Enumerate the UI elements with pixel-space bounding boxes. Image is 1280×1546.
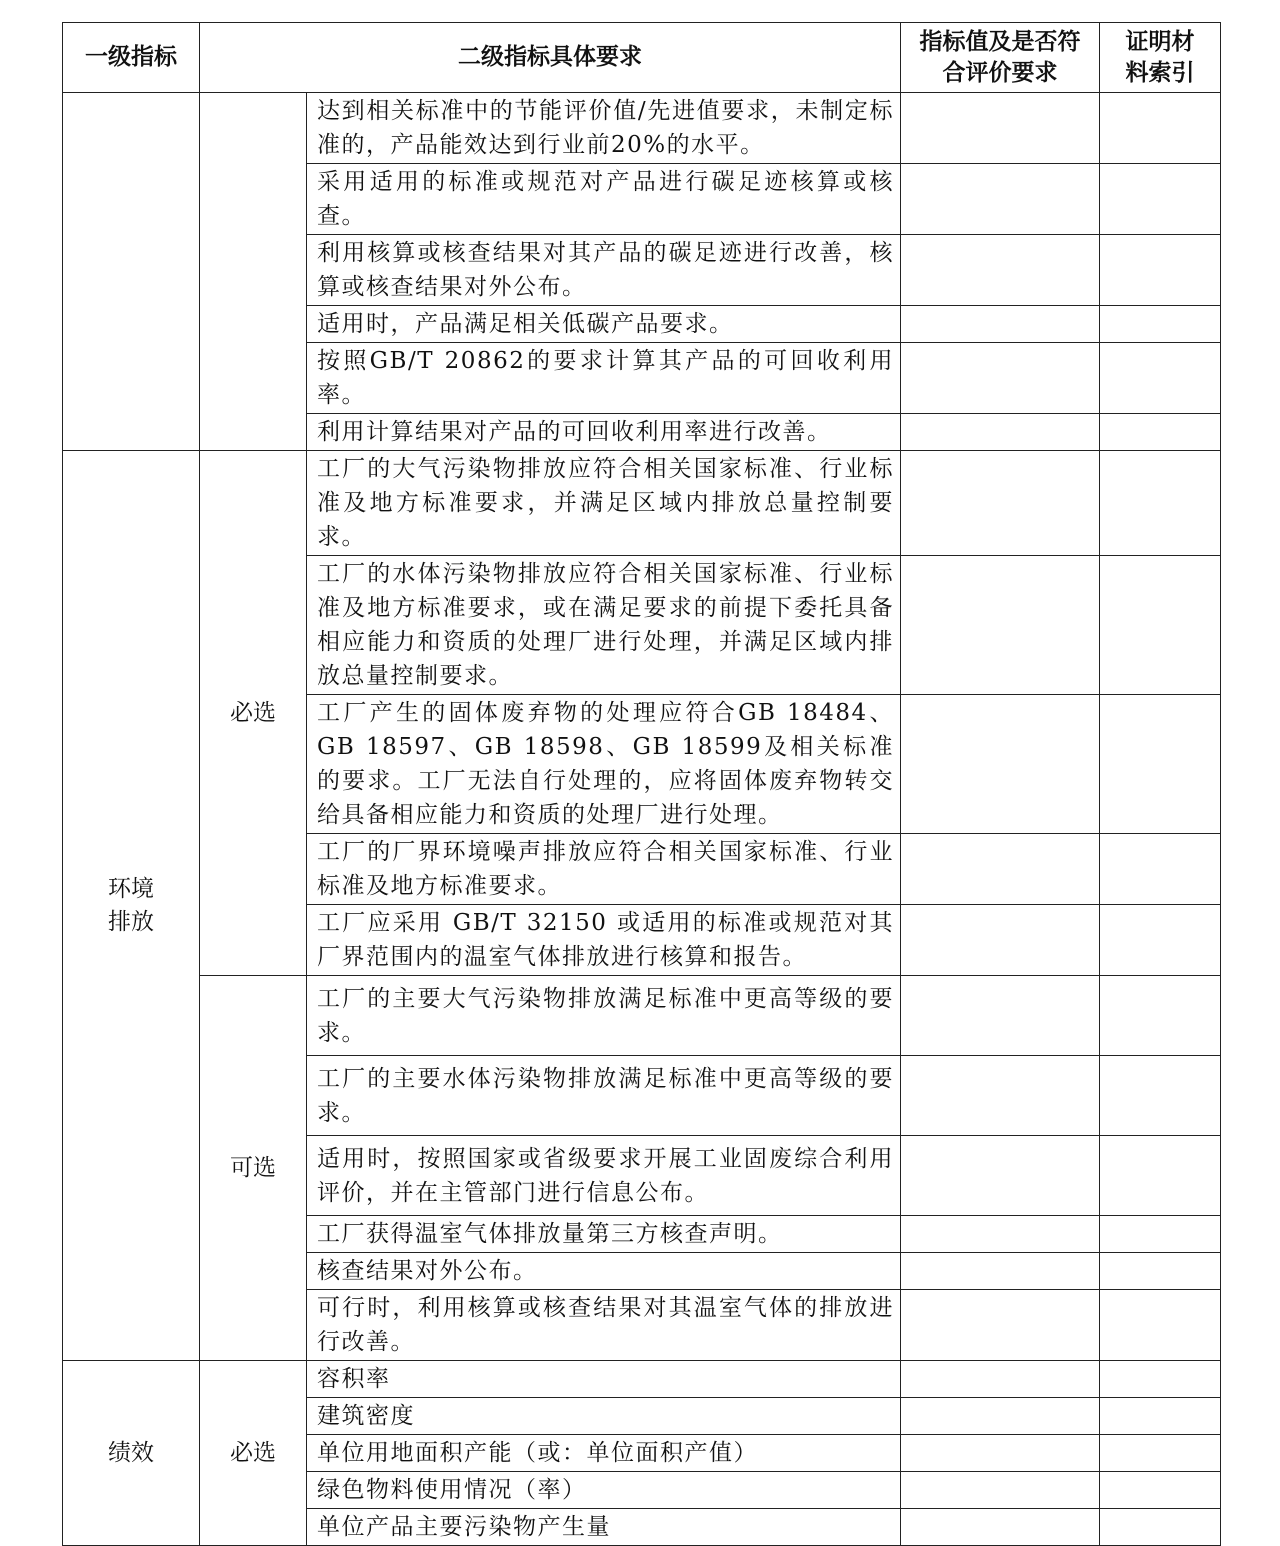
requirement-cell: 采用适用的标准或规范对产品进行碳足迹核算或核查。 bbox=[307, 164, 901, 235]
value-cell bbox=[901, 414, 1100, 451]
value-cell bbox=[901, 1216, 1100, 1253]
evidence-cell bbox=[1100, 1290, 1221, 1361]
evidence-cell bbox=[1100, 1509, 1221, 1546]
evidence-cell bbox=[1100, 164, 1221, 235]
requirement-cell: 适用时，产品满足相关低碳产品要求。 bbox=[307, 306, 901, 343]
value-cell bbox=[901, 1136, 1100, 1216]
evidence-cell bbox=[1100, 834, 1221, 905]
requirement-cell: 利用计算结果对产品的可回收利用率进行改善。 bbox=[307, 414, 901, 451]
evidence-cell bbox=[1100, 556, 1221, 695]
evidence-cell bbox=[1100, 1472, 1221, 1509]
table-row bbox=[63, 93, 1221, 164]
level1-cell: 环境排放 bbox=[63, 451, 200, 1361]
header-evidence: 证明材料索引 bbox=[1100, 23, 1221, 93]
value-cell bbox=[901, 834, 1100, 905]
requirement-cell: 核查结果对外公布。 bbox=[307, 1253, 901, 1290]
evidence-cell bbox=[1100, 451, 1221, 556]
value-cell bbox=[901, 1398, 1100, 1435]
requirement-cell: 单位用地面积产能（或：单位面积产值） bbox=[307, 1435, 901, 1472]
value-cell bbox=[901, 93, 1100, 164]
table-row bbox=[63, 976, 1221, 1056]
evidence-cell bbox=[1100, 1056, 1221, 1136]
evidence-cell bbox=[1100, 695, 1221, 834]
requirement-cell: 建筑密度 bbox=[307, 1398, 901, 1435]
requirement-cell: 工厂的主要大气污染物排放满足标准中更高等级的要求。 bbox=[307, 976, 901, 1056]
evidence-cell bbox=[1100, 1361, 1221, 1398]
evidence-cell bbox=[1100, 1216, 1221, 1253]
requirement-cell: 适用时，按照国家或省级要求开展工业固废综合利用评价，并在主管部门进行信息公布。 bbox=[307, 1136, 901, 1216]
group-type-cell: 必选 bbox=[200, 451, 307, 976]
value-cell bbox=[901, 306, 1100, 343]
value-cell bbox=[901, 556, 1100, 695]
value-cell bbox=[901, 1253, 1100, 1290]
group-type-cell: 必选 bbox=[200, 1361, 307, 1546]
group-type-cell: 可选 bbox=[200, 976, 307, 1361]
requirement-cell: 工厂应采用 GB/T 32150 或适用的标准或规范对其厂界范围内的温室气体排放进行核算和报告。 bbox=[307, 905, 901, 976]
table-body bbox=[63, 93, 1221, 1546]
requirement-cell: 按照GB/T 20862的要求计算其产品的可回收利用率。 bbox=[307, 343, 901, 414]
evidence-cell bbox=[1100, 1435, 1221, 1472]
header-level1: 一级指标 bbox=[63, 23, 200, 93]
evidence-cell bbox=[1100, 414, 1221, 451]
value-cell bbox=[901, 1290, 1100, 1361]
evidence-cell bbox=[1100, 1398, 1221, 1435]
requirement-cell: 工厂获得温室气体排放量第三方核查声明。 bbox=[307, 1216, 901, 1253]
evidence-cell bbox=[1100, 306, 1221, 343]
value-cell bbox=[901, 1056, 1100, 1136]
requirement-cell: 工厂的大气污染物排放应符合相关国家标准、行业标准及地方标准要求，并满足区域内排放总量控制要求。 bbox=[307, 451, 901, 556]
value-cell bbox=[901, 164, 1100, 235]
requirement-cell: 利用核算或核查结果对其产品的碳足迹进行改善，核算或核查结果对外公布。 bbox=[307, 235, 901, 306]
requirement-cell: 单位产品主要污染物产生量 bbox=[307, 1509, 901, 1546]
requirement-cell: 工厂的主要水体污染物排放满足标准中更高等级的要求。 bbox=[307, 1056, 901, 1136]
evidence-cell bbox=[1100, 905, 1221, 976]
value-cell bbox=[901, 905, 1100, 976]
table-row bbox=[63, 1361, 1221, 1398]
evidence-cell bbox=[1100, 1136, 1221, 1216]
requirement-cell: 工厂的厂界环境噪声排放应符合相关国家标准、行业标准及地方标准要求。 bbox=[307, 834, 901, 905]
requirement-cell: 绿色物料使用情况（率） bbox=[307, 1472, 901, 1509]
requirement-cell: 工厂的水体污染物排放应符合相关国家标准、行业标准及地方标准要求，或在满足要求的前提下委托具备相应能力和资质的处理厂进行处理，并满足区域内排放总量控制要求。 bbox=[307, 556, 901, 695]
value-cell bbox=[901, 451, 1100, 556]
requirement-cell: 容积率 bbox=[307, 1361, 901, 1398]
value-cell bbox=[901, 235, 1100, 306]
value-cell bbox=[901, 1361, 1100, 1398]
table-row bbox=[63, 451, 1221, 556]
evidence-cell bbox=[1100, 343, 1221, 414]
level1-cell bbox=[63, 93, 200, 451]
evidence-cell bbox=[1100, 235, 1221, 306]
value-cell bbox=[901, 1472, 1100, 1509]
requirement-cell: 工厂产生的固体废弃物的处理应符合GB 18484、GB 18597、GB 18598、GB 18599及相关标准的要求。工厂无法自行处理的，应将固体废弃物转交给具备相应能力和资质的处理厂进行处理。 bbox=[307, 695, 901, 834]
value-cell bbox=[901, 695, 1100, 834]
evidence-cell bbox=[1100, 1253, 1221, 1290]
value-cell bbox=[901, 343, 1100, 414]
value-cell bbox=[901, 1435, 1100, 1472]
requirements-table bbox=[62, 22, 1221, 1546]
header-value: 指标值及是否符合评价要求 bbox=[901, 23, 1100, 93]
evidence-cell bbox=[1100, 976, 1221, 1056]
header-level2: 二级指标具体要求 bbox=[200, 23, 901, 93]
value-cell bbox=[901, 1509, 1100, 1546]
level1-cell: 绩效 bbox=[63, 1361, 200, 1546]
evidence-cell bbox=[1100, 93, 1221, 164]
value-cell bbox=[901, 976, 1100, 1056]
requirement-cell: 可行时，利用核算或核查结果对其温室气体的排放进行改善。 bbox=[307, 1290, 901, 1361]
group-type-cell bbox=[200, 93, 307, 451]
requirement-cell: 达到相关标准中的节能评价值/先进值要求，未制定标准的，产品能效达到行业前20%的水平。 bbox=[307, 93, 901, 164]
